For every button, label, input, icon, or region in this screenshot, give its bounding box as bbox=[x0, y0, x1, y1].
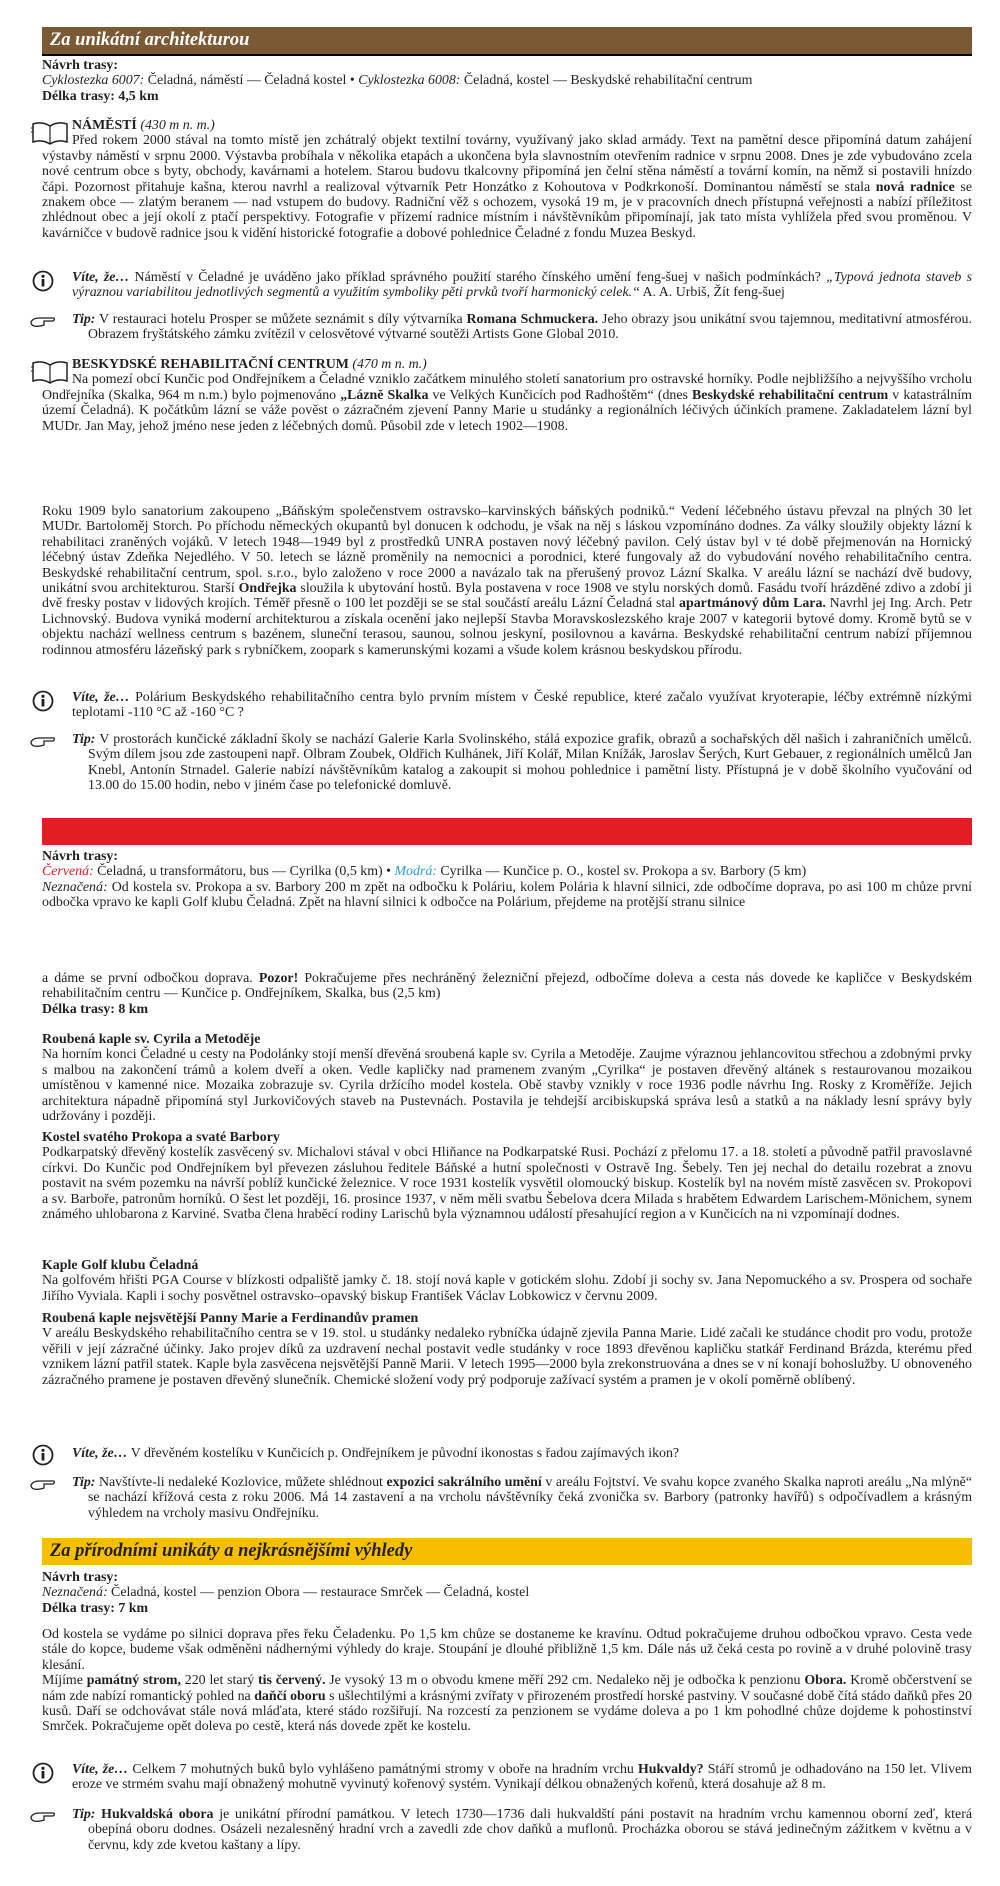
pointing-hand-icon bbox=[30, 734, 56, 748]
route-description: Cyklostezka 6007: Čeladná, náměstí — Čeladná kostel • Cyklostezka 6008: Čeladná, kostel — Beskydské rehabilitační centrum bbox=[42, 73, 753, 89]
pointing-hand-icon bbox=[30, 1809, 56, 1823]
entry-text: Před rokem 2000 stával na tomto místě jen zchátralý objekt textilní továrny, využívaný jako sklad armády. Text na pamětní desce připomíná datum zahájení výstavby náměstí v srpnu 2000. Výstavba probíhala v několika etapách a ukončena byla slavnostním otevřením radnice v srpnu 2008. Dnes je zde vybudováno zcela nové centrum obce s byty, obchody, kavárnami a hotelem. Starou budovu tkalcovny připomíná jen čelní stěna náměstí a tovární komín, na němž si postavili hnízdo čápi. Pozornost přitahuje kašna, kterou navrhl a realizoval výtvarník Petr Honzátko z Kohoutova v Podkrkonoší. Dominantou náměstí se stala nová radnice se znakem obce — zlatým beranem — nad vstupem do budovy. Radniční věž s ochozem, vysoká 19 m, je v pracovních dnech přístupná veřejnosti a nabízí příležitost zhlédnout obec a její okolí z ptačí perspektivy. Fotografie v přízemí radnice místním i návštěvníkům připomínají, jak tato místa vyhlížela před svou proměnou. V kavárničce v budově radnice jsou k vidění historické fotografie a dobové pohlednice Čeladné z fondu Muzea Beskyd. bbox=[42, 133, 972, 241]
tip-2: Tip: V prostorách kunčické základní školy se nachází Galerie Karla Svolinského, stálá expozice grafik, obrazů a sochařských děl našich i zahraničních umělců. Svým dílem jsou zde zastoupeni např. Olbram Zoubek, Oldřich Kulhánek, Jiří Kolář, Milan Knížák, Jaroslav Šerých, Kurt Gebauer, z regionálních umělců Jan Knebl, Antonín Strnadel. Galerie nabízí návštěvníkům katalog a zakoupit si mohou pohlednice i pamětní listy. Přístupná je v době školního vyučování od 13.00 do 15.00 hodin, nebo v jiném čase po telefonické domluvě. bbox=[42, 732, 972, 794]
info-icon bbox=[32, 1444, 54, 1466]
route-label: Návrh trasy: bbox=[42, 58, 118, 73]
did-you-know-4: Víte, že… Celkem 7 mohutných buků bylo vyhlášeno památnými stromy v oboře na hradním vrchu Hukvaldy? Stáří stromů je odhadováno na 150 let. Vlivem eroze ve strmém svahu mají obnažený mohutně vyvinutý kořenový systém. Vynikají délkou obnažených kořenů, která dosahuje až 8 m. bbox=[42, 1762, 972, 1793]
route-info-nature: Návrh trasy: Neznačená: Čeladná, kostel — penzion Obora — restaurace Smrček — Čeladná, kostel Délka trasy: 7 km bbox=[42, 1570, 530, 1616]
tip-3: Tip: Navštívte-li nedaleké Kozlovice, můžete shlédnout expozici sakrálního umění v areálu Fojtství. Ve svahu kopce zvaného Skalka naproti areálu „Na mlýně“ se nachází křížová cesta z roku 2006. Má 14 zastavení a na vrcholu návštěvníky čeká zvonička sv. Barbory (patronky havířů) s odpočívadlem a krásným výhledem na vrcholy masivu Ondřejníku. bbox=[42, 1475, 972, 1521]
route-length: Délka trasy: 4,5 km bbox=[42, 88, 159, 104]
chapel-virgin-mary: Roubená kaple nejsvětější Panny Marie a Ferdinandův pramen V areálu Beskydského rehabilitačního centra se v 19. stol. u studánky nedaleko rybníčka údajně zjevila Panna Marie. Lidé začali ke studánce chodit pro vodu, protože věřili v její zázračné účinky. Jako projev díků za uzdravení nechal postavit vedle studánky v roce 1893 dřevěnou kapličku statkář Ferdinand Brázda, kterému před vznikem lázní patřil statek. Kaple byla zasvěcena nejsvětější Panně Marii. V letech 1995—2000 byla zrekonstruována a dnes se v ní konají bohoslužby. U obnoveného zázračného pramene je postaven dřevěný slunečník. Chemické složení vody prý podporuje zažívací systém a pramen je v okolí poměrně oblíbený. bbox=[42, 1311, 972, 1388]
entry-brc bbox=[42, 357, 972, 434]
chapel-cyril-methodius: Roubená kaple sv. Cyrila a Metoděje Na horním konci Čeladné u cesty na Podolánky stojí menší dřevěná sroubená kaple sv. Cyrila a Metoděje. Zaujme výraznou jehlancovitou střechou a zdobnými prvky s malbou na zakončení trámů a kolem dveří a oken. Vedle kapličky nad pramenem zvaným „Cyrilka“ je postaven dřevěný altánek s restaurovanou mozaikou umístěnou v kamenné nice. Mozaika zobrazuje sv. Cyrila držícího model kostela. Obě stavby vznikly v roce 1936 podle návrhu Ing. Rosky z Kroměříže. Jejich architektura nápadně připomíná styl Jurkovičových staveb na Pustevnách. Postavila je tehdejší arcibiskupská správa lesů a statků a na náklady lesní správy byly udržovány i později. bbox=[42, 1032, 972, 1125]
section-title-sacral: Za unikátními sakrálními památkami bbox=[42, 818, 972, 845]
section-architecture bbox=[42, 27, 972, 56]
tip-1: Tip: V restauraci hotelu Prosper se můžete seznámit s díly výtvarníka Romana Schmuckera. Jeho obrazy jsou unikátní svou tajemnou, meditativní atmosférou. Obrazem fryštátského zámku zvítězil v celosvětové výtvarné soutěži Artists Gone Global 2010. bbox=[42, 312, 972, 343]
route-info-sacral: Návrh trasy: Červená: Čeladná, u transformátoru, bus — Cyrilka (0,5 km) • Modrá: Cyrilka — Kunčice p. O., kostel sv. Prokopa a sv. Barbory (5 km) Neznačená: Od kostela sv. Prokopa a sv. Barbory 200 m zpět na odbočku k Poláriu, kolem Polária k hlavní silnici, zde odbočíme doprava, po asi 100 m chůze první odbočka vpravo ke kapli Golf klubu Čeladná. Zpět na hlavní silnici k odbočce na Polárium, přejdeme na protější stranu silnice bbox=[42, 849, 972, 911]
tip-4: Tip: Hukvaldská obora je unikátní přírodní památkou. V letech 1730—1736 dali hukvaldští páni postavit na hradním vrchu kamennou oborní zeď, která obepíná oboru dodnes. Osázeli nezalesněný hradní vrch a zavedli zde chov daňků a muflonů. Procházka oborou se stává jedinečným zážitkem v květnu a v červnu, kdy zde kvetou kaštany a lípy. bbox=[42, 1807, 972, 1853]
brc-continued-text: Roku 1909 bylo sanatorium zakoupeno „Báňským společenstvem ostravsko–karvinských báňských podniků.“ Vedení léčebného ústavu převzal na plných 30 let MUDr. Bartoloměj Storch. Po příchodu německých okupantů byl donucen k odchodu, je však na něj s láskou vzpomínáno dodnes. Za války sloužily objekty lázní k rehabilitaci zraněných vojáků. V letech 1948—1949 byl z prostředků UNRA postaven nový léčebný pavilon. Celý ústav byl v té době přejmenován na Hornický léčebný ústav Zdeňka Nejedlého. V 50. letech se lázně proměnily na nemocnici a porodnici, které fungovaly až do vybudování nového rehabilitačního centra. Beskydské rehabilitační centrum, spol. s.r.o., bylo založeno v roce 2000 a navázalo tak na přerušený provoz Lázní Skalka. V areálu lázní se nachází dvě budovy, unikátní svou architekturou. Starší Ondřejka sloužila k ubytování hostů. Byla postavena v roce 1908 ve stylu norských domů. Fasádu tvoří hrázděné zdivo a zdobí ji dvě fresky postav v lidových krojích. Téměř přesně o 100 let později se se stal součástí areálu Lázní Čeladná stal apartmánový dům Lara. Navrhl jej Ing. Arch. Petr Lichnovský. Budova vyniká moderní architekturou a získala ocenění jako nejlepší Stavba Moravskoslezského kraje 2007 v kategorii bytové domy. Kromě bytů se v objektu nachází wellness centrum s bazénem, sluneční terasou, saunou, solnou jeskyní, posilovnou a kavárna. Beskydské rehabilitační centrum nabízí příjemnou rodinnou atmosféru lázeňský park s rybníčkem, zoopark s kamerunskými kozami a všude kolem krásnou beskydskou přírodu. bbox=[42, 504, 972, 658]
section-nature bbox=[42, 1538, 972, 1565]
pointing-hand-icon bbox=[30, 1477, 56, 1491]
pointing-hand-icon bbox=[30, 314, 56, 328]
did-you-know-3: Víte, že… V dřevěném kostelíku v Kunčicích p. Ondřejníkem je původní ikonostas s řadou zajímavých ikon? bbox=[42, 1446, 972, 1461]
chapel-golf-club: Kaple Golf klubu Čeladná Na golfovém hřišti PGA Course v blízkosti odpaliště jamky č. 18. stojí nová kaple v gotickém slohu. Zdobí ji sochy sv. Jana Nepomuckého a sv. Prospera od sochaře Jiřího Vyviala. Kapli i sochy posvětnel ostravsko–opavský biskup František Václav Lobkowicz v červnu 2009. bbox=[42, 1258, 972, 1304]
church-prokop-barbora: Kostel svatého Prokopa a svaté Barbory Podkarpatský dřevěný kostelík zasvěcený sv. Michalovi stával v obci Hliňance na Podkarpatské Rusi. Pochází z přelomu 17. a 18. století a původně patřil pravoslavné církvi. Do Kunčic pod Ondřejníkem byl převezen zásluhou ředitele Báňské a hutní společnosti v Ostravě Ing. Šebely. Ten jej nechal do detailu rozebrat a znovu postavit na svém pozemku na návrší poblíž kunčické železnice. V roce 1931 kostelík vysvětil olomoucký biskup. Kostelík byl na novém místě zasvěcen sv. Prokopovi a sv. Barboře, patronům horníků. O šest let později, 16. prosince 1937, v něm měli svatbu Šebelova dcera Milada s hrabětem Edwardem Larischem-Mönichem, synem známého uhlobarona z Karviné. Svatba člena hraběcí rodiny Larischů byla významnou událostí přesahující region a v Kunčicích na ni vzpomínají dodnes. bbox=[42, 1130, 972, 1223]
entry-title: BESKYDSKÉ REHABILITAČNÍ CENTRUM (470 m n. m.) bbox=[72, 357, 427, 372]
info-icon bbox=[32, 1762, 54, 1784]
book-icon bbox=[30, 359, 70, 385]
did-you-know-2: Víte, že… Polárium Beskydského rehabilitačního centra bylo prvním místem v České republice, které začalo využívat kryoterapie, léčby extrémně nízkými teplotami -110 °C až -160 °C ? bbox=[42, 690, 972, 721]
route-info-architecture bbox=[42, 58, 972, 104]
entry-namesti bbox=[42, 118, 972, 241]
section-title-architecture: Za unikátní architekturou bbox=[42, 27, 972, 56]
entry-text: Na pomezí obcí Kunčic pod Ondřejníkem a Čeladné vzniklo začátkem minulého století sanatorium pro ostravské horníky. Podle nejbližšího a nejvyššího vrcholu Ondřejníka (Skalka, 964 m n.m.) bylo pojmenováno „Lázně Skalka ve Velkých Kunčicích pod Radhoštěm“ (dnes Beskydské rehabilitační centrum v katastrálním území Čeladná). K počátkům lázní se váže pověst o zázračném zjevení Panny Marie u studánky a regionálních léčivých účinkích pramene. Zakladatelem lázní byl MUDr. Jan May, jehož jméno nese jeden z léčebných domů. Působil zde v letech 1902—1908. bbox=[42, 372, 972, 434]
did-you-know-1: Víte, že… Náměstí v Čeladné je uváděno jako příklad správného použití starého čínského umění feng-šuej v našich podmínkách? „Typová jednota staveb s výraznou variabilitou jednotlivých segmentů a využitím symboliky pěti prvků tvoří harmonický celek.“ A. A. Urbiš, Žít feng-šuej bbox=[42, 270, 972, 301]
route-info-sacral-continued: a dáme se první odbočkou doprava. Pozor! Pokračujeme přes nechráněný železniční přejezd, odbočíme doleva a cesta nás dovede ke kapličce v Beskydském rehabilitačním centru — Kunčice p. Ondřejníkem, Skalka, bus (2,5 km) Délka trasy: 8 km bbox=[42, 971, 972, 1017]
book-icon bbox=[30, 120, 70, 146]
section-title-nature: Za přírodními unikáty a nejkrásnějšími výhledy bbox=[42, 1538, 972, 1565]
info-icon bbox=[32, 270, 54, 292]
entry-title: NÁMĚSTÍ (430 m n. m.) bbox=[72, 118, 215, 133]
nature-route-text: Od kostela se vydáme po silnici doprava přes řeku Čeladenku. Po 1,5 km chůze se dostaneme ke kravínu. Odtud pokračujeme druhou odbočkou vpravo. Cesta vede stále do kopce, budeme však odměněni nádhernými výhledy do kraje. Stoupání je dlouhé přibližně 1,5 km. Dále nás už čeká cesta po rovině a v druhé polovině trasy klesání. Míjíme památný strom, 220 let starý tis červený. Je vysoký 13 m o obvodu kmene měří 292 cm. Nedaleko něj je odbočka k penzionu Obora. Kromě občerstvení se nám zde nabízí romantický pohled na daňčí oboru s ušlechtilými a krásnými zvířaty v přirozeném prostředí horské pastviny. V současné době čítá stádo daňků přes 20 kusů. Daří se odchovávat stále nová mláďata, které stádo rozšiřují. Na rozcestí za penzionem se vydáme doleva a po 1 km pohodlné chůze dojdeme k pohostinství Smrček. Pokračujeme opět doleva po cestě, která nás dovede zpět ke kostelu. bbox=[42, 1627, 973, 1735]
info-icon bbox=[32, 690, 54, 712]
section-sacral bbox=[42, 818, 972, 845]
